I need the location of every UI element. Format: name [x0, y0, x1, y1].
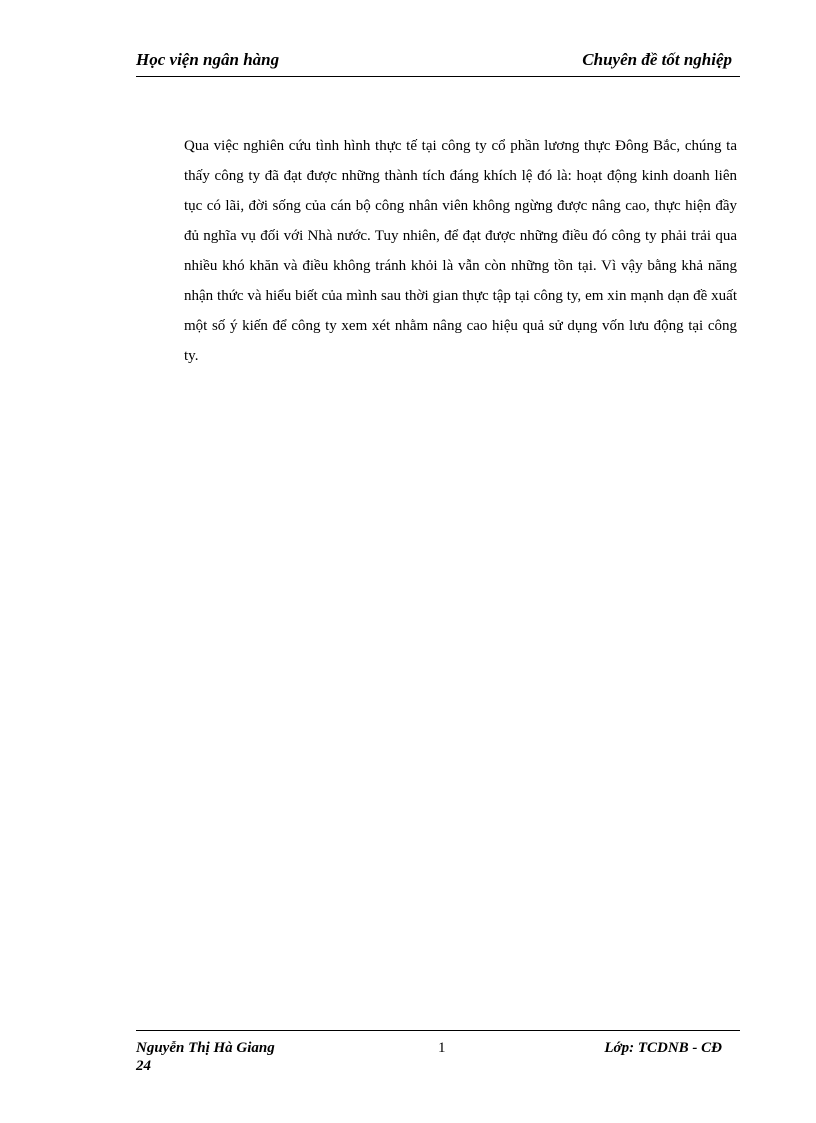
- page-header: [136, 48, 740, 77]
- header-institution: Học viện ngân hàng: [136, 50, 280, 69]
- footer-class-label: Lớp: TCDNB - CĐ: [604, 1040, 722, 1056]
- footer-author: Nguyễn Thị Hà Giang: [136, 1040, 275, 1056]
- header-document-type: Chuyên đề tốt nghiệp: [582, 50, 732, 69]
- page-footer: [136, 1030, 740, 1079]
- body-paragraph: Qua việc nghiên cứu tình hình thực tế tại công ty cổ phần lương thực Đông Bắc, chúng ta thấy công ty đã đạt được những thành tích đáng khích lệ đó là: hoạt động kinh doanh liên tục có lãi, đời sống của cán bộ công nhân viên không ngừng được nâng cao, thực hiện đầy đủ nghĩa vụ đối với Nhà nước. Tuy nhiên, để đạt được những điều đó công ty phải trải qua nhiều khó khăn và điều không tránh khỏi là vẫn còn những tồn tại. Vì vậy bằng khả năng nhận thức và hiểu biết của mình sau thời gian thực tập tại công ty, em xin mạnh dạn đề xuất một số ý kiến để công ty xem xét nhằm nâng cao hiệu quả sử dụng vốn lưu động tại công ty.: [184, 138, 737, 364]
- footer-page-number: 1: [438, 1040, 446, 1056]
- footer-extra-number: 24: [136, 1058, 151, 1074]
